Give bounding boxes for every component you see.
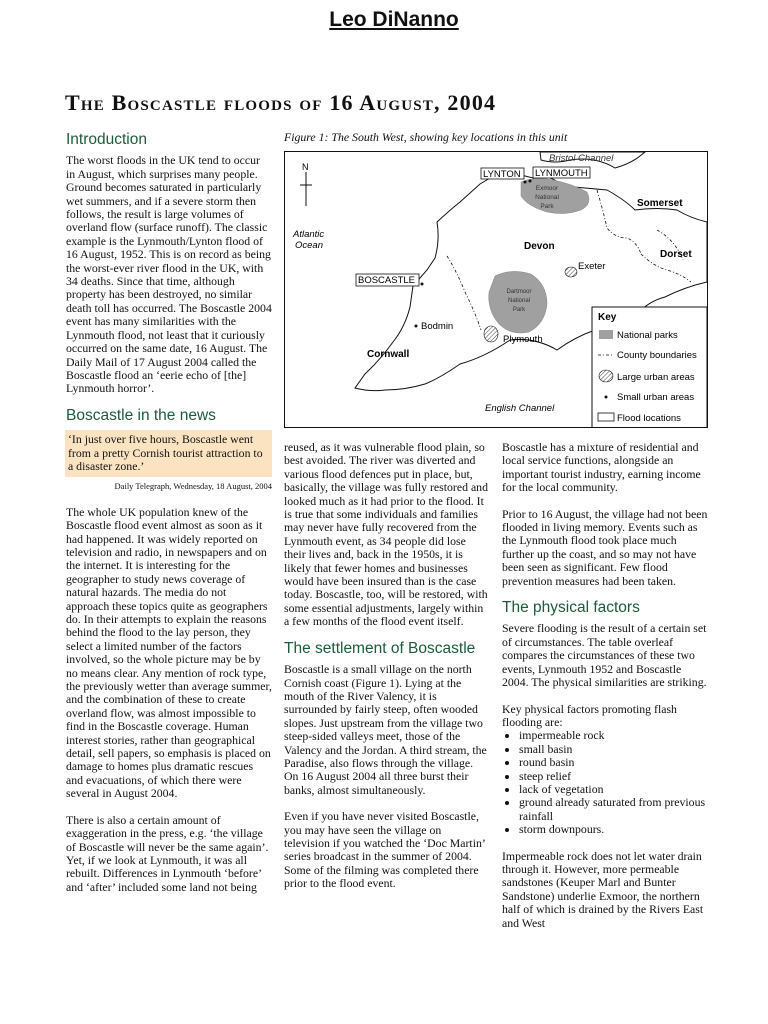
lynmouth-label: LYNMOUTH bbox=[535, 168, 588, 179]
dartmoor-label-1: Dartmoor bbox=[506, 289, 532, 295]
exmoor-label-2: National bbox=[535, 194, 559, 201]
author-name: Leo DiNanno bbox=[329, 8, 459, 31]
col3-paragraph-5: Impermeable rock does not let water drain through it. However, more permeable sandstones (Keuper Marl and Bunter Sandstone) underlie Exmoor, the northern half of which is drained by the Rivers East and West bbox=[502, 848, 704, 930]
news-paragraph-1: The whole UK population knew of the Boscastle flood event almost as soon as it had happened. It was widely reported on television and radio, in newspapers and on the internet. It is interesting for the geographer to study news coverage of natural hazards. The media do not approach these topics quite as geographers do. In their attempts to explain the reasons behind the flood to the lay person, they select a limited number of the factors involved, so the whole picture may be by no means clear. Any mention of rock type, the previously wetter than average summer, and the combination of these to create overland flow, was almost impossible to find in the Boscastle coverage. Human interest stories, rather than geographical detail, sell papers, so emphasis is placed on damage to homes plus dramatic rescues and evacuations, of which there were several in August 2004. bbox=[66, 504, 272, 801]
north-label: N bbox=[302, 162, 309, 172]
col3-paragraph-4: Key physical factors promoting flash flooding are: bbox=[502, 701, 677, 729]
intro-heading: Introduction bbox=[66, 131, 147, 148]
news-heading: Boscastle in the news bbox=[66, 406, 216, 424]
key-item-1: National parks bbox=[617, 330, 678, 341]
column-3 bbox=[502, 441, 708, 943]
cornwall-label: Cornwall bbox=[367, 349, 410, 360]
lynton-label: LYNTON bbox=[483, 169, 521, 180]
settlement-heading: The settlement of Boscastle bbox=[284, 639, 476, 657]
bodmin-dot bbox=[415, 325, 418, 328]
plymouth-label: Plymouth bbox=[503, 334, 543, 345]
list-item: • lack of vegetation bbox=[519, 783, 708, 796]
list-item: • impermeable rock bbox=[519, 729, 708, 742]
physical-heading: The physical factors bbox=[502, 599, 640, 617]
column-1 bbox=[66, 133, 272, 907]
plymouth-urban-area bbox=[484, 326, 498, 342]
col3-paragraph-2: Prior to 16 August, the village had not been flooded in living memory. Events such as the Lynmouth flood took place much further up the coast, and so may not have been seen as significant. Few flood prevention measures had been taken. bbox=[502, 506, 708, 588]
col2-paragraph-3: Even if you have never visited Boscastle, you may have seen the village on television if you watched the ‘Doc Martin’ series broadcast in the summer of 2004. Some of the filming was completed there prior to the flood event. bbox=[284, 809, 485, 891]
list-item: • small basin bbox=[519, 743, 708, 756]
key-item-4: Small urban areas bbox=[617, 392, 695, 403]
bristol-channel-label: Bristol Channel bbox=[549, 153, 614, 164]
list-item: • ground already saturated from previous rainfall bbox=[519, 796, 708, 823]
dartmoor-label-3: Park bbox=[512, 307, 526, 313]
key-title: Key bbox=[598, 312, 617, 323]
bodmin-label: Bodmin bbox=[421, 321, 454, 332]
exeter-urban-area bbox=[565, 267, 577, 277]
key-urban-swatch bbox=[599, 370, 613, 382]
map-key bbox=[592, 307, 707, 427]
exmoor-label-1: Exmoor bbox=[535, 185, 559, 192]
factor-list bbox=[502, 729, 708, 836]
key-flood-swatch bbox=[598, 413, 614, 421]
atlantic-label-2: Ocean bbox=[295, 240, 323, 251]
col2-paragraph-2: Boscastle is a small village on the north Cornish coast (Figure 1). Lying at the mouth of the River Valency, it is surrounded by fairly steep, often wooded slopes. Just upstream from the village two steep-sided valleys meet, those of the Valency and the Jordan. A third stream, the Paradise, also flows through the village. On 16 August 2004 all three burst their banks, almost simultaneously. bbox=[284, 662, 487, 797]
boscastle-label: BOSCASTLE bbox=[358, 275, 416, 286]
key-item-3: Large urban areas bbox=[617, 372, 695, 383]
key-small-urban-swatch bbox=[605, 396, 608, 399]
list-item: • storm downpours. bbox=[519, 823, 708, 836]
dartmoor-label-2: National bbox=[507, 298, 531, 304]
list-item: • steep relief bbox=[519, 770, 708, 783]
devon-label: Devon bbox=[524, 241, 555, 252]
english-channel-label: English Channel bbox=[485, 403, 555, 414]
article-title: The Boscastle floods of 16 August, 2004 bbox=[65, 90, 497, 115]
exeter-label: Exeter bbox=[578, 261, 606, 272]
pull-quote: ‘In just over five hours, Boscastle went from a pretty Cornish tourist attraction to a disaster zone.’ bbox=[65, 430, 272, 477]
somerset-label: Somerset bbox=[637, 198, 683, 209]
exmoor-label-3: Park bbox=[540, 203, 554, 210]
key-item-2: County boundaries bbox=[617, 350, 697, 361]
col2-paragraph-1: reused, as it was vulnerable flood plain, so best avoided. The river was diverted and various flood defences put in place, but, basically, the village was fully restored and looked much as it had prior to the flood. It is true that some individuals and families may never have fully recovered from the Lynmouth event, as 34 people did lose their lives and, back in the 1950s, it is likely that fewer homes and businesses would have been insured than is the case today. Boscastle, too, will be restored, with some essential adjustments, largely within a few months of the flood event itself. bbox=[284, 440, 488, 629]
lynton-dot bbox=[524, 181, 527, 184]
key-item-5: Flood locations bbox=[617, 413, 681, 424]
list-item: • round basin bbox=[519, 756, 708, 769]
key-national-park-swatch bbox=[599, 330, 613, 339]
col3-paragraph-1: Boscastle has a mixture of residential and local service functions, alongside an important tourist industry, earning income for the local community. bbox=[502, 440, 701, 495]
atlantic-label-1: Atlantic bbox=[293, 229, 325, 240]
map-figure bbox=[284, 151, 708, 428]
intro-paragraph: The worst floods in the UK tend to occur in August, which surprises many people. Ground becomes saturated in particularly wet summers, and if a severe storm then follows, the result is large volumes of overland flow (surface runoff). The classic example is the Lynmouth/Lynton flood of 16 August, 1952. This is on record as being the worst-ever river flood in the UK, with 34 deaths. Since that time, although property has been destroyed, no similar death toll has occurred. The Boscastle 2004 event has many similarities with the Lynmouth flood, not least that it curiously occurred on the same date, 16 August. The Daily Mail of 17 August 2004 called the Boscastle flood an ‘eerie echo of [the] Lynmouth horror’. bbox=[66, 153, 272, 396]
col3-paragraph-3: Severe flooding is the result of a certain set of circumstances. The table overleaf compares the circumstances of these two events, Lynmouth 1952 and Boscastle 2004. The physical similarities are striking. bbox=[502, 621, 707, 690]
quote-source: Daily Telegraph, Wednesday, 18 August, 2004 bbox=[114, 481, 272, 492]
dorset-label: Dorset bbox=[660, 249, 692, 260]
column-2 bbox=[284, 441, 488, 904]
south-west-map bbox=[285, 152, 707, 427]
figure-caption: Figure 1: The South West, showing key locations in this unit bbox=[284, 130, 568, 144]
news-paragraph-2: There is also a certain amount of exaggeration in the press, e.g. ‘the village of Boscastle will never be the same again’. Yet, if we look at Lynmouth, it was all rebuilt. Differences in Lynmouth ‘before’ and ‘after’ included some land not being bbox=[66, 812, 269, 894]
boscastle-dot bbox=[421, 283, 424, 286]
lynmouth-dot bbox=[529, 180, 532, 183]
